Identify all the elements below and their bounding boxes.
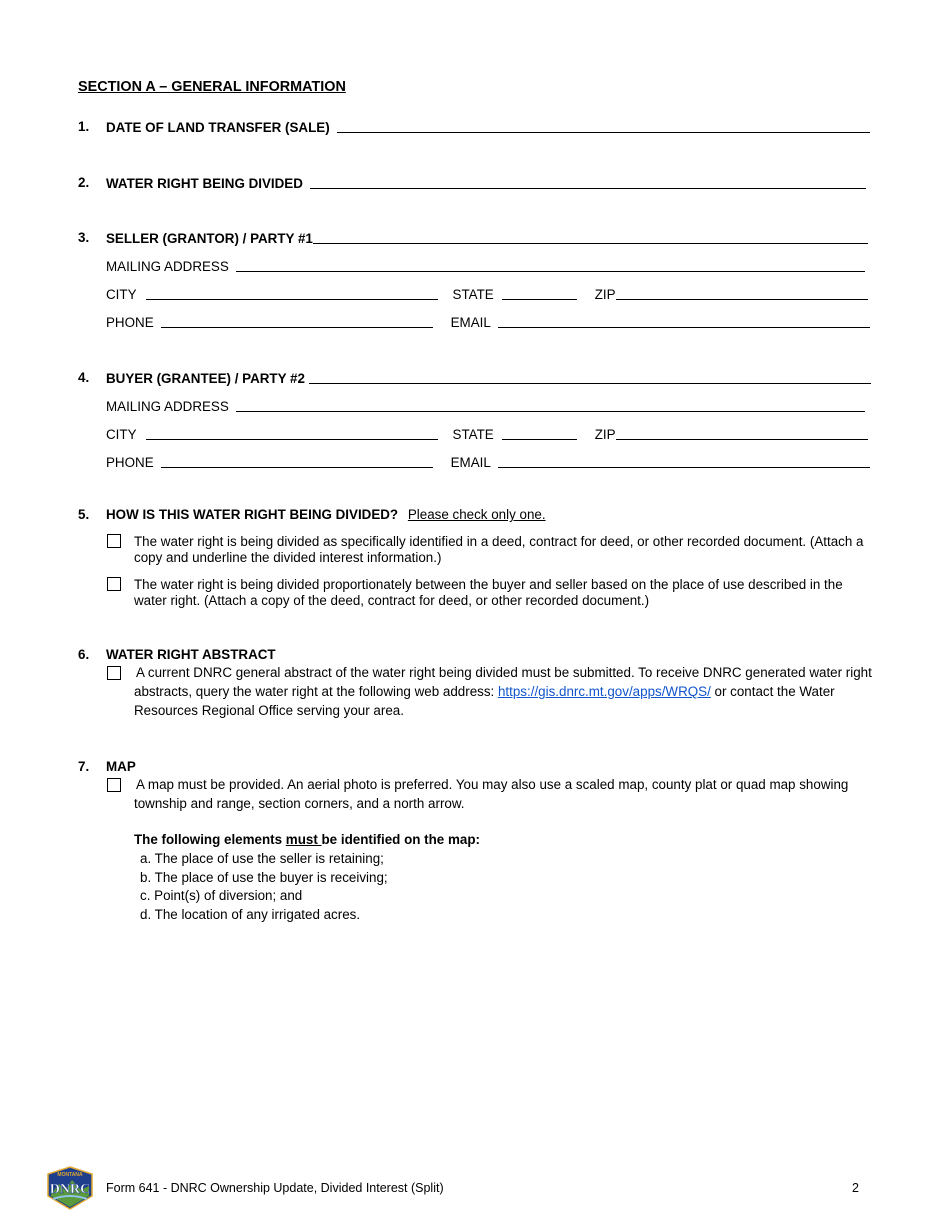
q5-instruction: Please check only one. [407, 507, 546, 522]
water-right-abstract-checkbox[interactable] [107, 666, 121, 680]
q6-label: WATER RIGHT ABSTRACT [106, 647, 276, 662]
seller-name-field[interactable] [313, 229, 868, 244]
water-right-divided-field[interactable] [310, 174, 866, 189]
q4-phone-row [106, 452, 870, 470]
seller-mailing-label: MAILING ADDRESS [106, 259, 229, 274]
q7-text: A map must be provided. An aerial photo is preferred. You may also use a scaled map, county plat or quad map showing township and range, section corners, and a north arrow. [134, 777, 849, 811]
section-title: SECTION A – GENERAL INFORMATION [78, 79, 346, 95]
q5-number: 5. [78, 507, 90, 522]
q2-row [106, 173, 866, 191]
logo-top-text: MONTANA [57, 1172, 83, 1178]
q5-label: HOW IS THIS WATER RIGHT BEING DIVIDED? [106, 507, 399, 522]
divided-proportionately-checkbox[interactable] [107, 577, 121, 591]
buyer-city-label: CITY [106, 427, 137, 442]
seller-zip-label: ZIP [594, 287, 616, 302]
seller-email-label: EMAIL [450, 315, 491, 330]
q6-text [134, 663, 874, 720]
buyer-name-field[interactable] [309, 369, 871, 384]
dnrc-logo [45, 1166, 95, 1210]
seller-email-field[interactable] [498, 313, 870, 328]
buyer-mailing-address-field[interactable] [236, 397, 865, 412]
q3-label: SELLER (GRANTOR) / PARTY #1 [106, 231, 313, 246]
buyer-email-label: EMAIL [450, 455, 491, 470]
q3-number: 3. [78, 230, 90, 245]
q4-label: BUYER (GRANTEE) / PARTY #2 [106, 371, 305, 386]
seller-phone-field[interactable] [161, 313, 433, 328]
q6-number: 6. [78, 647, 90, 662]
q7-number: 7. [78, 759, 90, 774]
seller-state-label: STATE [452, 287, 494, 302]
map-checkbox[interactable] [107, 778, 121, 792]
list-item: c. Point(s) of diversion; and [140, 888, 303, 903]
q1-label: DATE OF LAND TRANSFER (SALE) [106, 120, 330, 135]
date-of-transfer-field[interactable] [337, 118, 870, 133]
q6-text-after: or contact the Water Resources Regional Office serving your area. [134, 684, 835, 718]
q4-mailing-row [106, 396, 865, 414]
wrqs-link[interactable]: https://gis.dnrc.mt.gov/apps/WRQS/ [497, 684, 711, 699]
map-elements-heading-post: be identified on the map: [321, 832, 480, 847]
buyer-phone-label: PHONE [106, 455, 154, 470]
page-number: 2 [852, 1181, 859, 1195]
list-item: d. The location of any irrigated acres. [140, 906, 361, 922]
buyer-email-field[interactable] [498, 453, 870, 468]
q1-number: 1. [78, 119, 90, 134]
seller-city-label: CITY [106, 287, 137, 302]
list-item: a. The place of use the seller is retaining; [140, 851, 384, 866]
seller-zip-field[interactable] [616, 285, 868, 300]
buyer-city-field[interactable] [146, 425, 438, 440]
q2-number: 2. [78, 175, 90, 190]
buyer-zip-field[interactable] [616, 425, 868, 440]
footer-form-title: Form 641 - DNRC Ownership Update, Divided Interest (Split) [106, 1181, 444, 1195]
seller-state-field[interactable] [502, 285, 577, 300]
list-item: b. The place of use the buyer is receiving; [140, 869, 388, 885]
q3-mailing-row [106, 256, 865, 274]
q5-heading [106, 507, 546, 522]
q4-row [106, 368, 871, 386]
q7-label: MAP [106, 759, 136, 774]
q4-number: 4. [78, 370, 90, 385]
buyer-phone-field[interactable] [161, 453, 433, 468]
map-elements-heading-pre: The following elements [134, 832, 286, 847]
buyer-zip-label: ZIP [594, 427, 616, 442]
q5-option-1-text: The water right is being divided as specifically identified in a deed, contract for deed, or other recorded document. (Attach a copy and underline the divided interest information.) [134, 534, 864, 565]
q2-label: WATER RIGHT BEING DIVIDED [106, 176, 303, 191]
seller-phone-label: PHONE [106, 315, 154, 330]
map-elements-list [140, 850, 388, 924]
buyer-state-label: STATE [452, 427, 494, 442]
buyer-state-field[interactable] [502, 425, 577, 440]
q6-text-before: A current DNRC general abstract of the water right being divided must be submitted. To receive DNRC generated water right abstracts, query the water right at the following web address: [134, 665, 872, 699]
map-elements-heading [134, 832, 480, 847]
seller-mailing-address-field[interactable] [236, 257, 865, 272]
q5-option-2-text: The water right is being divided proportionately between the buyer and seller based on the place of use described in the water right. (Attach a copy of the deed, contract for deed, or other recorded document.) [134, 577, 843, 608]
q3-city-row [106, 284, 868, 302]
map-elements-heading-must: must [285, 832, 322, 847]
q3-row [106, 228, 868, 246]
logo-text: DNRC [49, 1182, 91, 1197]
divided-by-deed-checkbox[interactable] [107, 534, 121, 548]
buyer-mailing-label: MAILING ADDRESS [106, 399, 229, 414]
q3-phone-row [106, 312, 870, 330]
q4-city-row [106, 424, 868, 442]
q1-row [106, 117, 870, 135]
seller-city-field[interactable] [146, 285, 438, 300]
